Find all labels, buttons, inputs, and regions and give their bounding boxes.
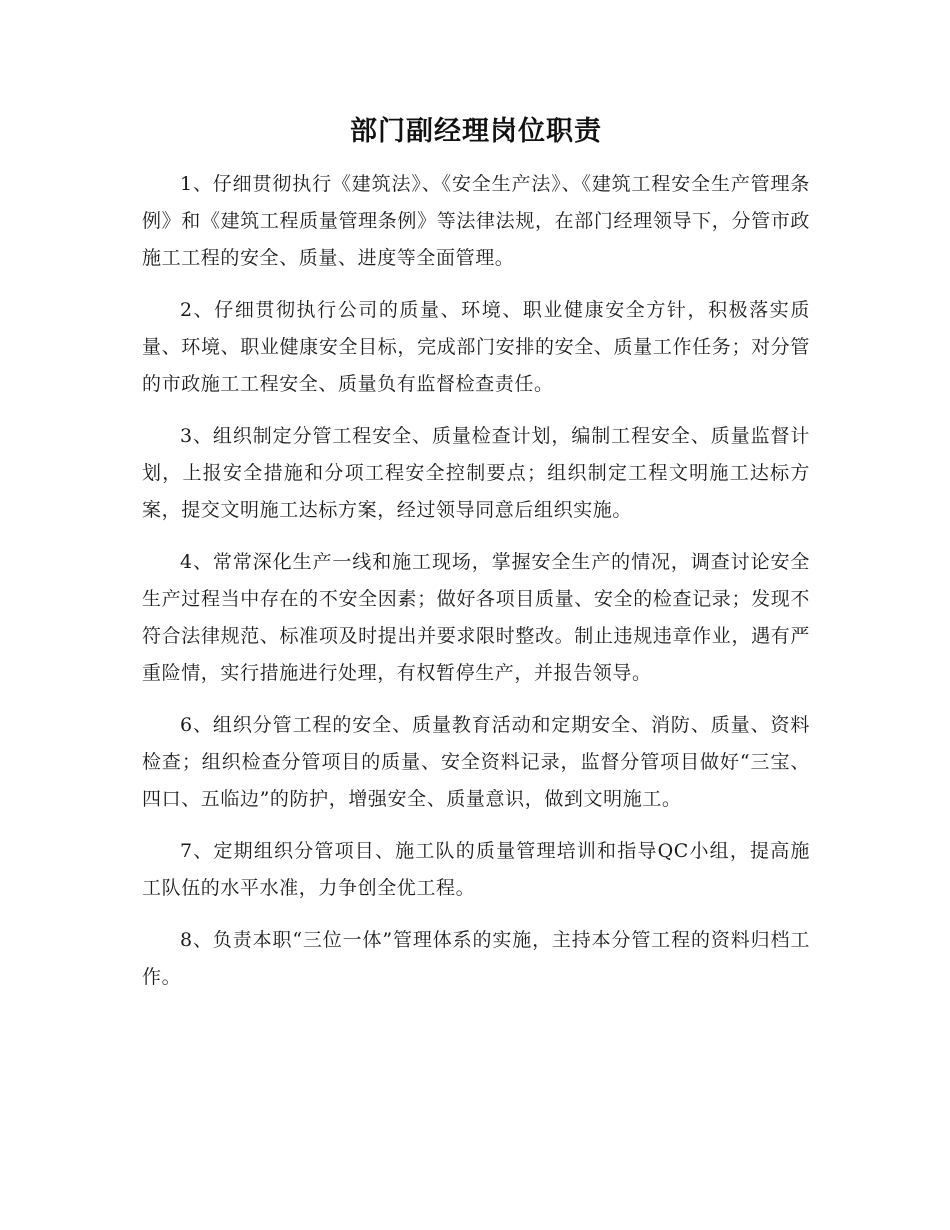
paragraph-8: 8、负责本职“三位一体”管理体系的实施，主持本分管工程的资料归档工作。: [142, 929, 810, 988]
paragraph-1: 1、仔细贯彻执行《建筑法》、《安全生产法》、《建筑工程安全生产管理条例》和《建筑工程质量管理条例》等法律法规，在部门经理领导下，分管市政施工工程的安全、质量、进度等全面管理。: [142, 173, 810, 269]
paragraph-3: 3、组织制定分管工程安全、质量检查计划，编制工程安全、质量监督计划，上报安全措施和分项工程安全控制要点；组织制定工程文明施工达标方案，提交文明施工达标方案，经过领导同意后组织实施。: [142, 425, 810, 521]
paragraph-2: 2、仔细贯彻执行公司的质量、环境、职业健康安全方针，积极落实质量、环境、职业健康安全目标，完成部门安排的安全、质量工作任务；对分管的市政施工工程安全、质量负有监督检查责任。: [142, 299, 810, 395]
document-title: 部门副经理岗位职责: [350, 116, 602, 147]
paragraph-6: 6、组织分管工程的安全、质量教育活动和定期安全、消防、质量、资料检查；组织检查分管项目的质量、安全资料记录，监督分管项目做好“三宝、四口、五临边”的防护，增强安全、质量意识，做到文明施工。: [142, 714, 810, 810]
paragraph-7: 7、定期组织分管项目、施工队的质量管理培训和指导QC小组，提高施工队伍的水平水准，力争创全优工程。: [142, 840, 810, 899]
paragraph-4: 4、常常深化生产一线和施工现场，掌握安全生产的情况，调查讨论安全生产过程当中存在的不安全因素；做好各项目质量、安全的检查记录；发现不符合法律规范、标准项及时提出并要求限时整改。制止违规违章作业，遇有严重险情，实行措施进行处理，有权暂停生产，并报告领导。: [142, 551, 810, 684]
